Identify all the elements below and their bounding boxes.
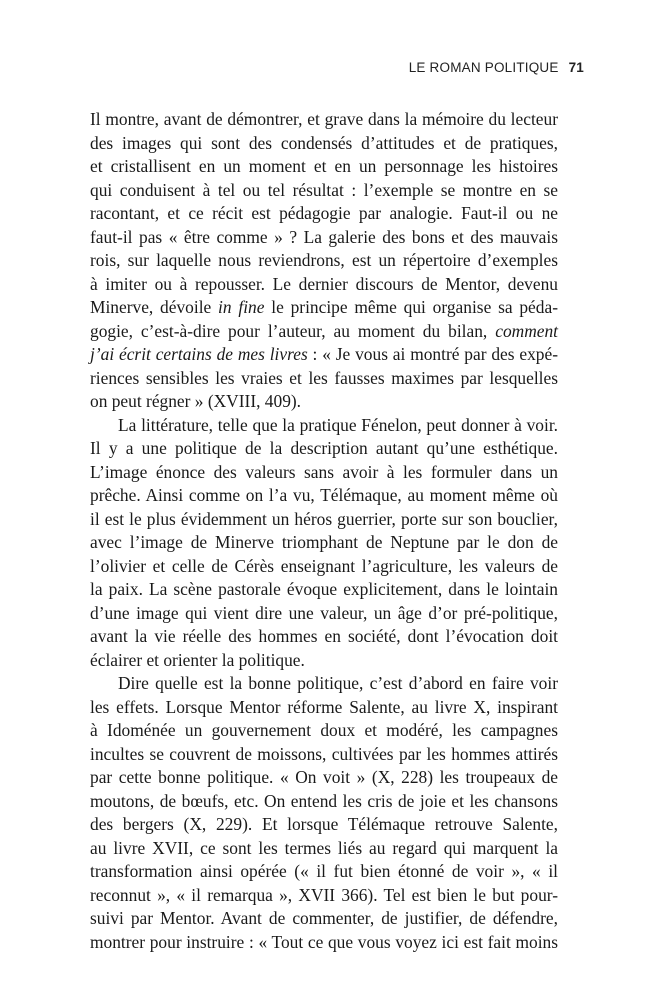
text-segment: éclairer et orienter la politique. [90,649,305,670]
page-number: 71 [568,60,584,75]
text-segment: d’une image qui vient dire une valeur, un âge d’or pré-politique, [90,602,558,623]
text-line [90,155,558,179]
running-head [409,60,584,75]
text-line [90,555,558,579]
text-segment: moutons, de bœufs, etc. On entend les cris de joie et les chansons [90,790,558,811]
text-segment: rois, sur laquelle nous reviendrons, est un répertoire d’exemples [90,250,558,270]
text-line [90,414,558,438]
italic-segment: in fine [218,297,265,317]
text-line [90,461,558,485]
text-line [90,202,558,226]
text-line [90,108,558,132]
text-segment: les effets. Lorsque Mentor réforme Salente, au livre X, inspirant [90,696,558,717]
text-line [90,884,558,908]
text-line [90,437,558,461]
text-segment: Il montre, avant de démontrer, et grave dans la mémoire du lecteur [90,109,558,129]
text-line [90,367,558,391]
text-line [90,907,558,931]
text-line [90,508,558,532]
text-line [90,578,558,602]
text-line [90,813,558,837]
text-segment: transformation ainsi opérée (« il fut bien étonné de voir », « il [90,861,558,881]
text-segment: Dire quelle est la bonne politique, c’est d’abord en faire voir [118,673,558,693]
text-line [90,390,558,414]
text-line [90,179,558,203]
text-segment: par cette bonne politique. « On voit » (X, 228) les troupeaux de [90,767,558,787]
body-text [90,108,558,954]
text-line [90,837,558,861]
text-segment: la paix. La scène pastorale évoque explicitement, dans le lointain [90,579,558,599]
italic-segment: j’ai écrit certains de mes livres [90,344,308,364]
running-title: LE ROMAN POLITIQUE [408,60,559,75]
text-line [90,273,558,297]
text-segment: La littérature, telle que la pratique Fénelon, peut donner à voir. [118,414,558,435]
text-line [90,249,558,273]
text-segment: des bergers (X, 229). Et lorsque Télémaque retrouve Salente, [90,814,558,834]
text-line [90,602,558,626]
text-line [90,931,558,955]
text-segment: et cristallisent en un moment et en un personnage les histoires [90,156,558,176]
text-segment: des images qui sont des condensés d’attitudes et de pratiques, [90,132,558,153]
text-segment: montrer pour instruire : « Tout ce que vous voyez ici est fait moins [90,931,558,952]
text-segment: il est le plus évidemment un héros guerrier, porte sur son bouclier, [90,508,558,529]
text-segment: avant la vie réelle des hommes en société, dont l’évocation doit [90,626,558,646]
text-segment: avec l’image de Minerve triomphant de Neptune par le don de [90,532,558,552]
text-line [90,672,558,696]
text-line [90,226,558,250]
text-segment: le principe même qui organise sa péda- [264,297,558,317]
text-segment: prêche. Ainsi comme on l’a vu, Télémaque, au moment même où [90,485,558,505]
text-line [90,649,558,673]
text-segment: suivi par Mentor. Avant de commenter, de justifier, de défendre, [90,908,558,928]
italic-segment: comment [495,320,558,341]
text-segment: reconnut », « il remarqua », XVII 366). Tel est bien le but pour- [90,884,558,905]
text-line [90,531,558,555]
text-line [90,296,558,320]
text-segment: Il y a une politique de la description autant qu’une esthétique. [90,438,558,458]
text-segment: à Idoménée un gouvernement doux et modéré, les campagnes [90,720,558,740]
text-line [90,790,558,814]
text-segment: on peut régner » (XVIII, 409). [90,391,302,411]
text-line [90,696,558,720]
text-segment: qui conduisent à tel ou tel résultat : l’exemple se montre en se [90,179,558,200]
text-segment: incultes se couvrent de moissons, cultivées par les hommes attirés [90,743,558,764]
text-segment: racontant, et ce récit est pédagogie par analogie. Faut-il ou ne [90,203,558,223]
text-line [90,766,558,790]
text-segment: à imiter ou à repousser. Le dernier discours de Mentor, devenu [90,273,558,294]
text-line [90,860,558,884]
text-segment: Minerve, dévoile [90,297,219,317]
text-segment: faut-il pas « être comme » ? La galerie des bons et des mauvais [90,226,558,247]
text-segment: riences sensibles les vraies et les fausses maximes par lesquelles [90,367,558,388]
text-segment: L’image énonce des valeurs sans avoir à les formuler dans un [90,461,558,482]
text-line [90,132,558,156]
text-segment: gogie, c’est-à-dire pour l’auteur, au moment du bilan, [90,320,496,341]
text-line [90,343,558,367]
text-segment: au livre XVII, ce sont les termes liés au regard qui marquent la [90,837,558,858]
text-segment: : « Je vous ai montré par des expé- [307,344,558,364]
text-line [90,719,558,743]
text-line [90,625,558,649]
text-line [90,743,558,767]
text-line [90,320,558,344]
text-segment: l’olivier et celle de Cérès enseignant l’agriculture, les valeurs de [90,555,558,576]
text-line [90,484,558,508]
